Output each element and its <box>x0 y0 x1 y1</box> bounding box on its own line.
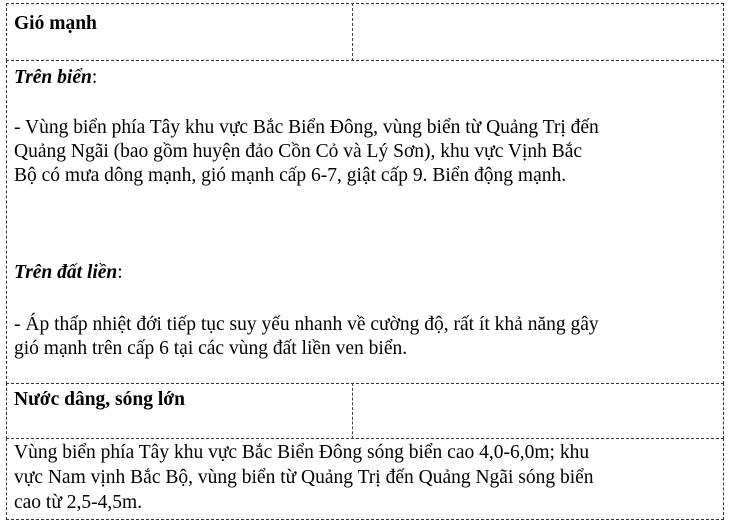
surge-header: Nước dâng, sóng lớn <box>14 389 185 410</box>
sea-title-colon: : <box>91 67 98 88</box>
surge-line-1: Vùng biển phía Tây khu vực Bắc Biển Đông sóng biển cao 4,0-6,0m; khu <box>14 442 590 463</box>
surge-line-3: cao từ 2,5-4,5m. <box>14 492 143 513</box>
sea-line-2: Quảng Ngãi (bao gồm huyện đảo Cồn Cỏ và Lý Sơn), khu vực Vịnh Bắc <box>14 141 583 162</box>
surge-line-2: vực Nam vịnh Bắc Bộ, vùng biển từ Quảng Trị đến Quảng Ngãi sóng biển <box>14 467 594 488</box>
land-title-colon: : <box>117 262 123 283</box>
sea-subheading <box>14 66 97 89</box>
header-column-divider <box>352 3 353 61</box>
wind-header: Gió mạnh <box>14 13 97 34</box>
land-line-1: - Áp thấp nhiệt đới tiếp tục suy yếu nhanh về cường độ, rất ít khả năng gây <box>14 314 599 335</box>
sea-line-1: - Vùng biển phía Tây khu vực Bắc Biển Đông, vùng biển từ Quảng Trị đến <box>14 117 599 138</box>
sea-title: Trên biển <box>14 67 92 88</box>
wind-header-row <box>6 3 724 61</box>
sea-line-3: Bộ có mưa dông mạnh, gió mạnh cấp 6-7, giật cấp 9. Biển động mạnh. <box>14 165 567 186</box>
land-subheading <box>14 261 123 284</box>
header-column-divider-2 <box>352 383 353 439</box>
land-title: Trên đất liền <box>14 262 118 283</box>
land-line-2: gió mạnh trên cấp 6 tại các vùng đất liền ven biển. <box>14 338 408 359</box>
